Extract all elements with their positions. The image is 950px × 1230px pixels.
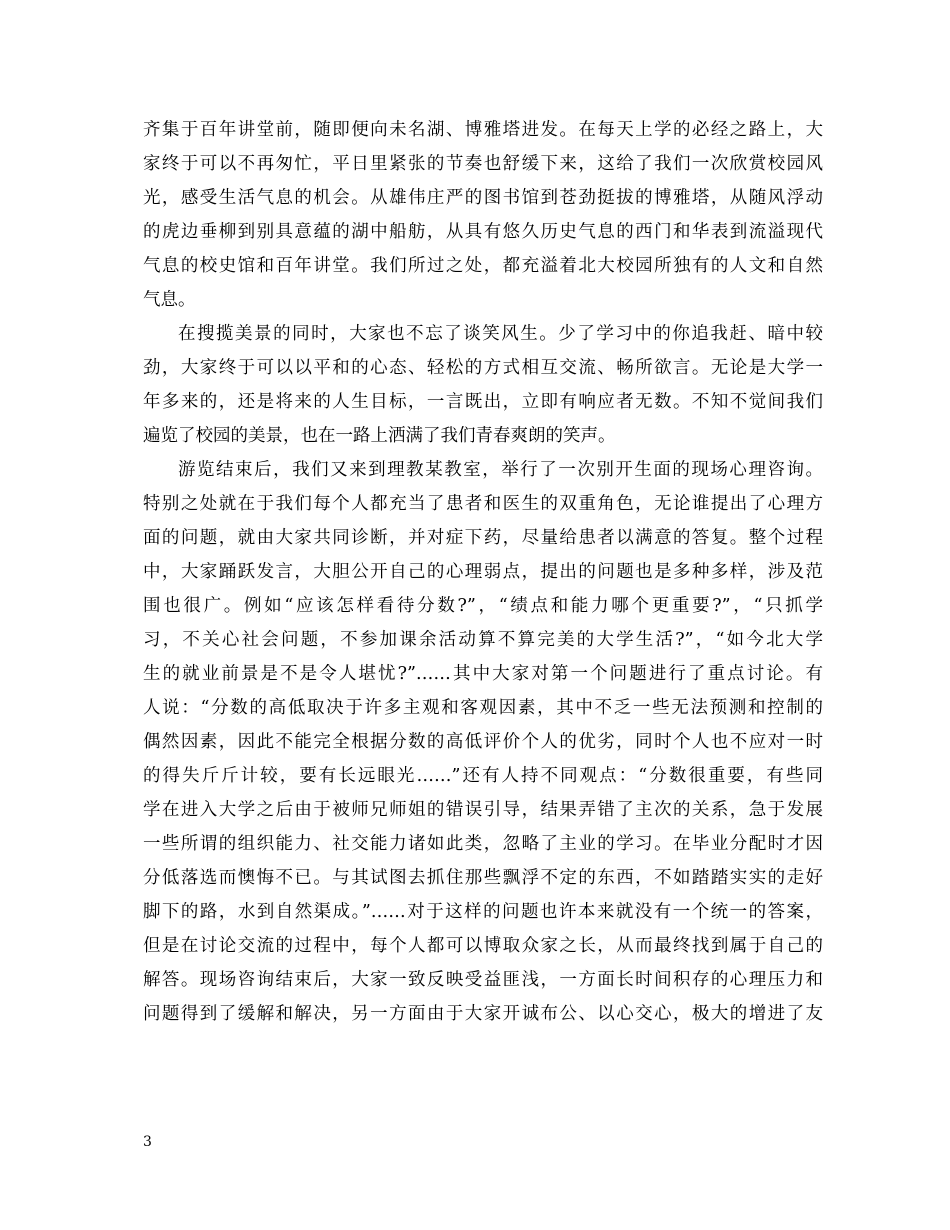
text-line: 家终于可以不再匆忙，平日里紧张的节奏也舒缓下来，这给了我们一次欣赏校园风 [143,154,823,174]
document-body [143,113,823,1031]
text-line: 分低落选而懊悔不已。与其试图去抓住那些飘浮不定的东西，不如踏踏实实的走好 [143,868,823,888]
text-line: 习，不关心社会问题，不参加课余活动算不算完美的大学生活?”，“如今北大学 [143,630,823,650]
text-line: 齐集于百年讲堂前，随即便向未名湖、博雅塔进发。在每天上学的必经之路上，大 [143,120,823,140]
text-line: 气息。 [143,290,196,310]
paragraph [143,317,823,453]
text-line: 脚下的路，水到自然渠成。”……对于这样的问题也许本来就没有一个统一的答案， [143,902,823,922]
text-line: 游览结束后，我们又来到理教某教室，举行了一次别开生面的现场心理咨询。 [178,460,823,480]
text-line: 的虎边垂柳到别具意蕴的湖中船舫，从具有悠久历史气息的西门和华表到流溢现代 [143,222,823,242]
text-line: 围也很广。例如“应该怎样看待分数?”，“绩点和能力哪个更重要?”，“只抓学 [143,596,823,616]
text-line: 在搜揽美景的同时，大家也不忘了谈笑风生。少了学习中的你追我赶、暗中较 [178,324,823,344]
paragraph [143,453,823,1031]
text-line: 遍览了校园的美景，也在一路上洒满了我们青春爽朗的笑声。 [143,426,616,446]
text-line: 的得失斤斤计较，要有长远眼光……”还有人持不同观点：“分数很重要，有些同 [143,766,823,786]
text-line: 生的就业前景是不是令人堪忧?”……其中大家对第一个问题进行了重点讨论。有 [143,664,823,684]
text-line: 学在进入大学之后由于被师兄师姐的错误引导，结果弄错了主次的关系，急于发展 [143,800,823,820]
text-line: 偶然因素，因此不能完全根据分数的高低评价个人的优劣，同时个人也不应对一时 [143,732,823,752]
text-line: 特别之处就在于我们每个人都充当了患者和医生的双重角色，无论谁提出了心理方 [143,494,823,514]
text-line: 劲，大家终于可以以平和的心态、轻松的方式相互交流、畅所欲言。无论是大学一 [143,358,823,378]
text-line: 光，感受生活气息的机会。从雄伟庄严的图书馆到苍劲挺拔的博雅塔，从随风浮动 [143,188,823,208]
page-number: 3 [143,1134,152,1150]
text-line: 人说：“分数的高低取决于许多主观和客观因素，其中不乏一些无法预测和控制的 [143,698,823,718]
text-line: 但是在讨论交流的过程中，每个人都可以博取众家之长，从而最终找到属于自己的 [143,936,823,956]
text-line: 面的问题，就由大家共同诊断，并对症下药，尽量给患者以满意的答复。整个过程 [143,528,823,548]
text-line: 问题得到了缓解和解决，另一方面由于大家开诚布公、以心交心，极大的增进了友 [143,1004,823,1024]
text-line: 气息的校史馆和百年讲堂。我们所过之处，都充溢着北大校园所独有的人文和自然 [143,256,823,276]
text-line: 中，大家踊跃发言，大胆公开自己的心理弱点，提出的问题也是多种多样，涉及范 [143,562,823,582]
text-line: 年多来的，还是将来的人生目标，一言既出，立即有响应者无数。不知不觉间我们 [143,392,823,412]
paragraph [143,113,823,317]
text-line: 解答。现场咨询结束后，大家一致反映受益匪浅，一方面长时间积存的心理压力和 [143,970,823,990]
text-line: 一些所谓的组织能力、社交能力诸如此类，忽略了主业的学习。在毕业分配时才因 [143,834,823,854]
